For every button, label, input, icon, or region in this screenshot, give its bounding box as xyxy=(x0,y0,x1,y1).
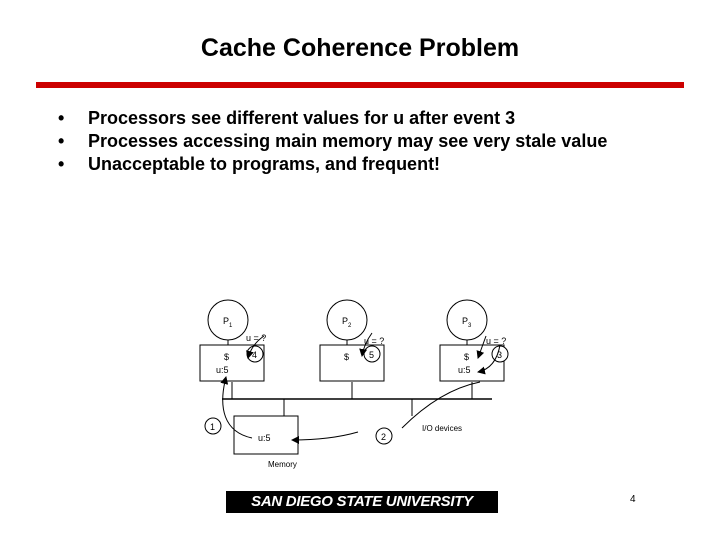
event-2 xyxy=(376,428,392,444)
slide-title: Cache Coherence Problem xyxy=(200,34,520,62)
processor-subscript: 2 xyxy=(348,323,352,329)
event-3 xyxy=(492,346,508,362)
processor-p3 xyxy=(447,300,487,340)
arrow-writeback xyxy=(402,382,480,428)
university-logo-text: SAN DIEGO STATE UNIVERSITY xyxy=(251,493,473,510)
query-label: u = ? xyxy=(486,336,507,346)
bullet-text: Unacceptable to programs, and frequent! xyxy=(88,154,441,174)
cache-value: u:5 xyxy=(458,365,471,375)
event-number: 5 xyxy=(369,350,375,360)
processor-subscript: 3 xyxy=(468,323,472,329)
bullet-dot: • xyxy=(58,131,65,151)
bullet-dot: • xyxy=(58,108,65,128)
event-number: 1 xyxy=(210,422,216,432)
bullet-text: Processes accessing main memory may see very stale value xyxy=(88,131,608,151)
arrow-event-2 xyxy=(292,432,358,440)
processor-label: P xyxy=(462,316,469,326)
memory-value: u:5 xyxy=(258,433,271,443)
main-memory xyxy=(234,416,298,469)
page-number: 4 xyxy=(630,494,636,505)
cache-value: u:5 xyxy=(216,365,229,375)
event-5 xyxy=(364,346,380,362)
bullet-dot: • xyxy=(58,154,65,174)
io-devices-label: I/O devices xyxy=(422,424,463,433)
bullet-text: Processors see different values for u after event 3 xyxy=(88,108,516,128)
processor-subscript: 1 xyxy=(229,323,233,329)
processor-p2 xyxy=(327,300,367,340)
event-number: 2 xyxy=(381,432,387,442)
event-1 xyxy=(205,418,221,434)
university-logo xyxy=(226,491,498,513)
cache-symbol: $ xyxy=(464,352,470,362)
cache-symbol: $ xyxy=(344,352,350,362)
memory-label: Memory xyxy=(268,460,297,469)
event-number: 3 xyxy=(497,350,503,360)
query-label: u = ? xyxy=(246,333,267,343)
processor-label: P xyxy=(342,316,349,326)
processor-label: P xyxy=(223,316,230,326)
event-number: 4 xyxy=(252,350,258,360)
processor-p1 xyxy=(208,300,248,340)
cache-symbol: $ xyxy=(224,352,230,362)
query-label: u = ? xyxy=(364,336,385,346)
